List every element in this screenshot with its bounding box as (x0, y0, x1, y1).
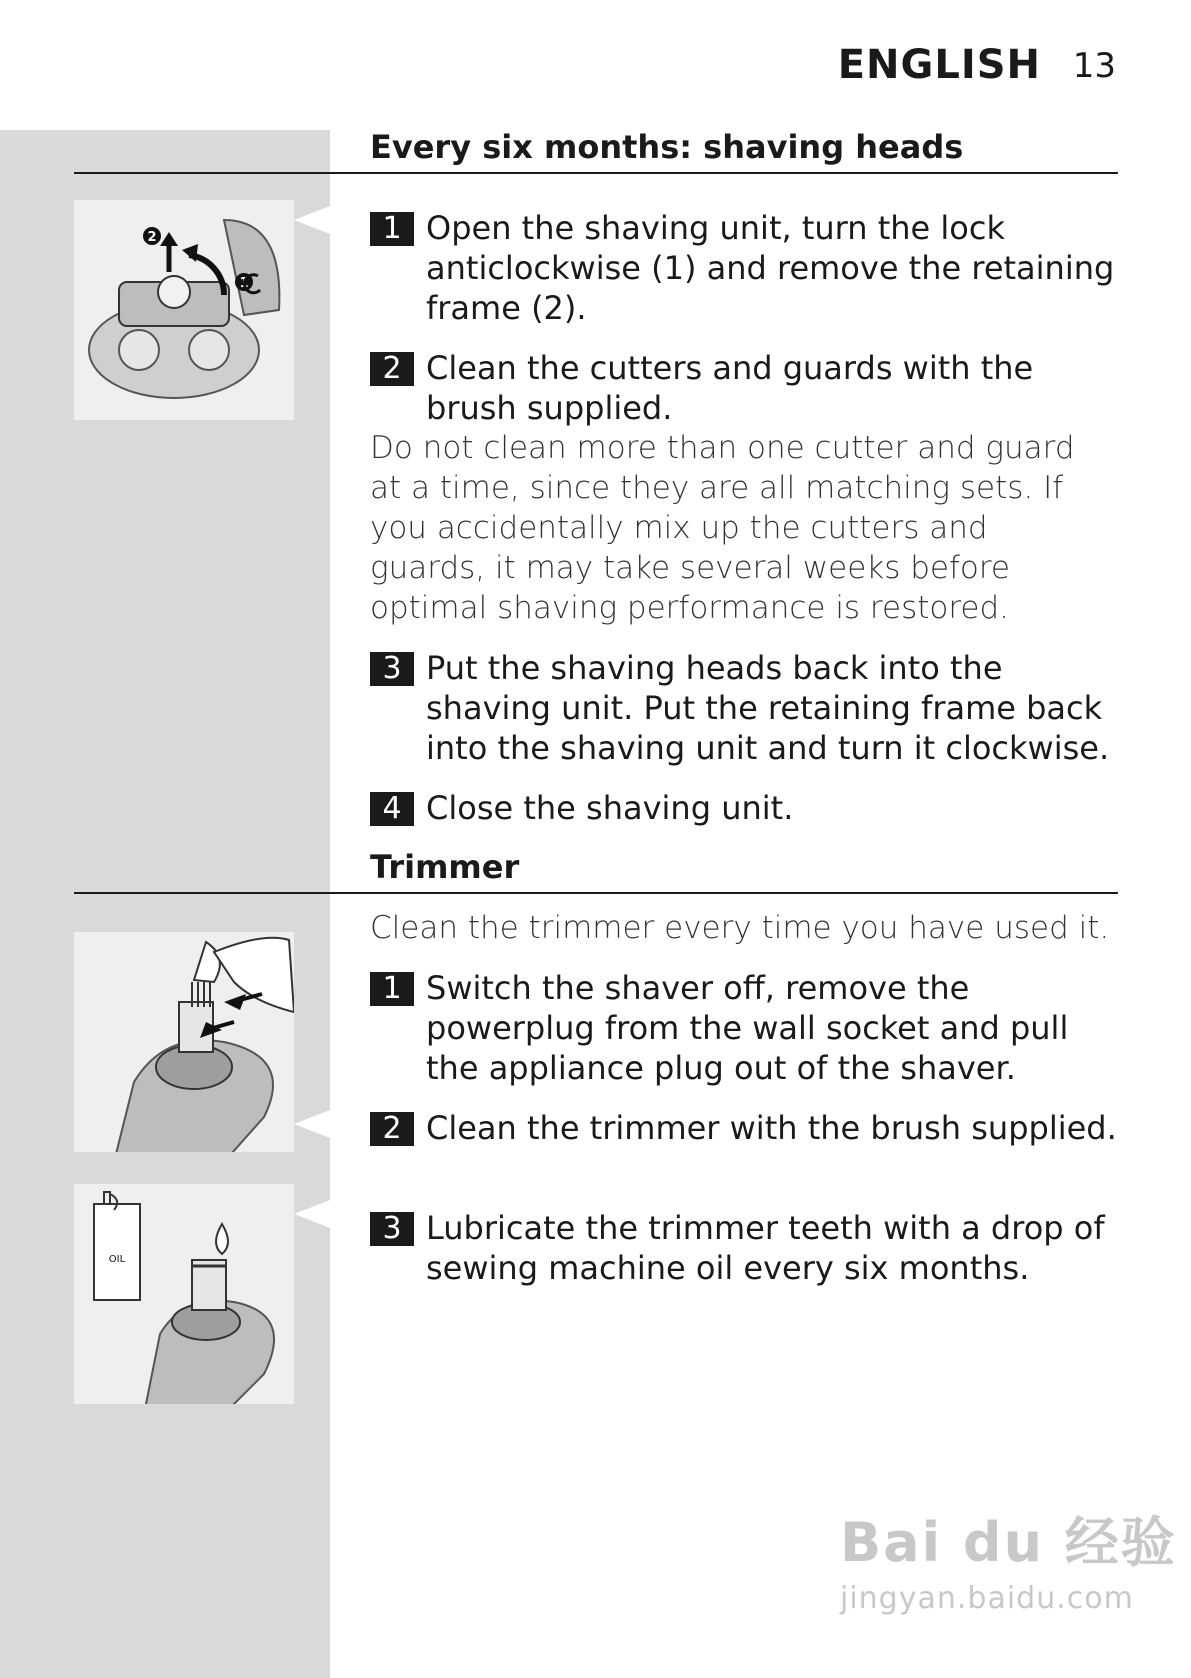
figure-pointer (294, 1110, 330, 1138)
figure-shaving-unit-open (74, 200, 294, 420)
step-number-badge: 3 (370, 1212, 414, 1246)
watermark-logo: Bai du 经验 (840, 1511, 1177, 1574)
page-number: 13 (1072, 46, 1116, 86)
figure-callout-1: 1 (239, 276, 249, 291)
figure-trimmer-oil (74, 1184, 294, 1404)
step-item (370, 788, 1130, 828)
step-item (370, 648, 1130, 768)
figure-pointer (294, 206, 330, 234)
step-number-badge: 4 (370, 792, 414, 826)
watermark-url: jingyan.baidu.com (840, 1581, 1134, 1616)
step-text: Put the shaving heads back into the shaving unit. Put the retaining frame back into the shaving unit and turn it clockwise. (426, 649, 1110, 767)
figure-trimmer-brush (74, 932, 294, 1152)
step-item (370, 1108, 1130, 1148)
step-item (370, 348, 1130, 428)
language-label: ENGLISH (837, 42, 1041, 88)
section-heading-trimmer: Trimmer (370, 848, 520, 886)
step-text: Lubricate the trimmer teeth with a drop of sewing machine oil every six months. (426, 1209, 1105, 1287)
trimmer-intro: Clean the trimmer every time you have used it. (370, 910, 1110, 946)
figure-pointer (294, 1200, 330, 1228)
figure-callout-2: 2 (147, 230, 157, 245)
step-text: Close the shaving unit. (426, 789, 794, 827)
step-number-badge: 3 (370, 652, 414, 686)
step-number-badge: 1 (370, 972, 414, 1006)
step-text: Switch the shaver off, remove the powerplug from the wall socket and pull the appliance plug out of the shaver. (426, 969, 1069, 1087)
step-item (370, 208, 1130, 328)
section-heading-shaving-heads: Every six months: shaving heads (370, 128, 964, 166)
step-number-badge: 2 (370, 1112, 414, 1146)
oil-bottle-label: OIL (108, 1254, 126, 1265)
shaving-unit-illustration (74, 200, 294, 420)
caution-note: Do not clean more than one cutter and guard at a time, since they are all matching sets. If you accidentally mix up the cutters and guards, it may take several weeks before optimal shaving performance is restored. (370, 430, 1075, 626)
section-divider (74, 172, 1118, 174)
step-text: Clean the trimmer with the brush supplied. (426, 1109, 1117, 1147)
step-item (370, 1208, 1130, 1288)
step-text: Open the shaving unit, turn the lock anticlockwise (1) and remove the retaining frame (2). (426, 209, 1115, 327)
trimmer-oil-illustration (74, 1184, 294, 1404)
step-text: Clean the cutters and guards with the brush supplied. (426, 349, 1034, 427)
step-number-badge: 1 (370, 212, 414, 246)
trimmer-brush-illustration (74, 932, 294, 1152)
step-number-badge: 2 (370, 352, 414, 386)
baidu-watermark (840, 1500, 1177, 1616)
step-item (370, 968, 1130, 1088)
section-divider (74, 892, 1118, 894)
